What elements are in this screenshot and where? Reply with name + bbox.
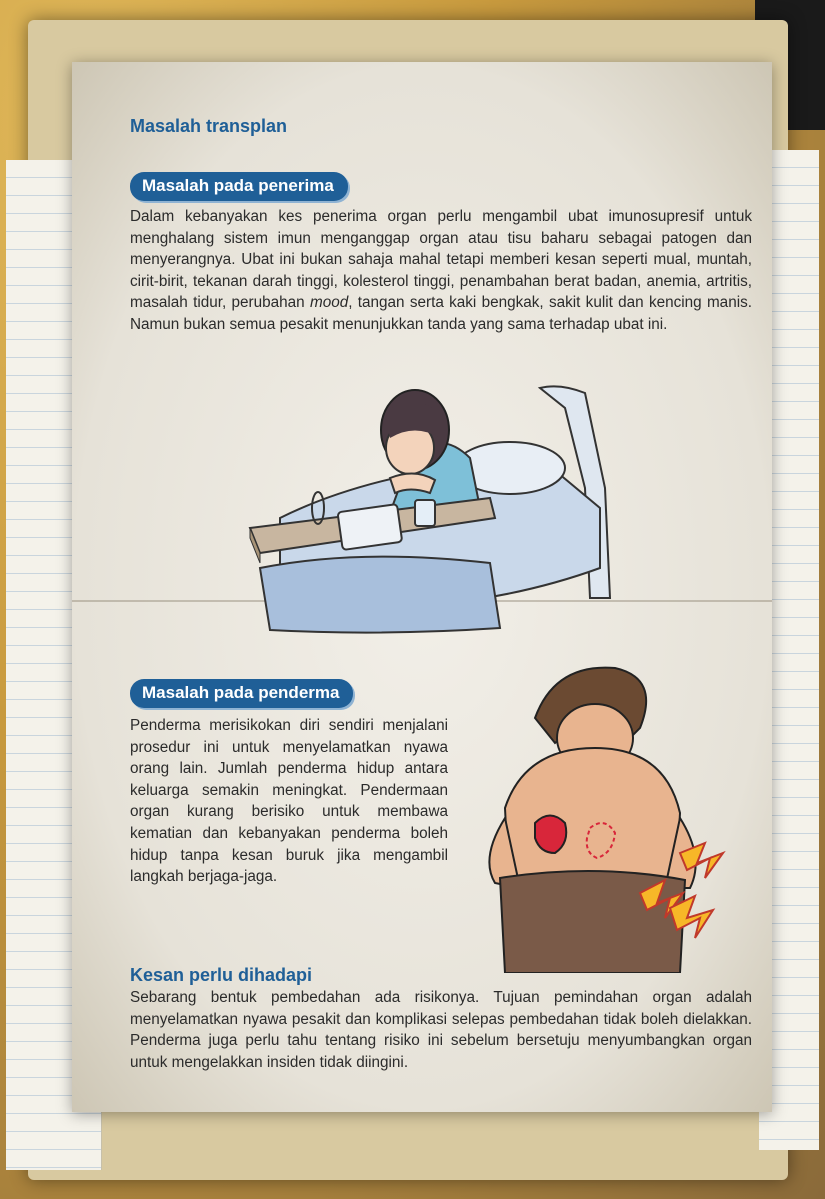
recipient-text: Dalam kebanyakan kes penerima organ perlu mengambil ubat imunosupresif untuk menghalang sistem imun menganggap organ atau tisu baharu sebagai patogen dan menyerangnya. Ubat ini bukan sahaja mahal tetapi memberi kesan seperti mual, muntah, cirit-birit, tekanan darah tinggi, kolesterol tinggi, penambahan berat badan, anemia, artritis, masalah tidur, perubahan mood, tangan serta kaki bengkak, sakit kulit dan kencing manis. Namun bukan semua pesakit menunjukkan tanda yang sama terhadap ubat ini. xyxy=(130,208,752,333)
section-title: Masalah transplan xyxy=(130,116,288,136)
effects-title: Kesan perlu dihadapi xyxy=(130,965,313,985)
donor-text: Penderma merisikokan diri sendiri menjalani prosedur ini untuk menyelamatkan nyawa orang lain. Jumlah penderma hidup antara keluarga semakin meningkat. Pendermaan organ kurang berisiko untuk membawa kematian dan kebanyakan penderma boleh hidup tanpa kesan buruk jika mengambil langkah berjaga-jaga. xyxy=(130,717,448,886)
donor-label: Masalah pada penderma xyxy=(130,679,353,708)
patient-in-bed-illustration xyxy=(240,368,620,638)
effects-text: Sebarang bentuk pembedahan ada risikonya. Tujuan pemindahan organ adalah menyelamatkan nyawa pesakit dan komplikasi selepas pembedahan tidak boleh dielakkan. Penderma juga perlu tahu tentang risiko ini sebelum bersetuju menyumbangkan organ untuk mengelakkan insiden tidak diingini. xyxy=(130,989,752,1071)
recipient-label: Masalah pada penerima xyxy=(130,172,348,201)
back-pain-illustration xyxy=(465,648,735,973)
